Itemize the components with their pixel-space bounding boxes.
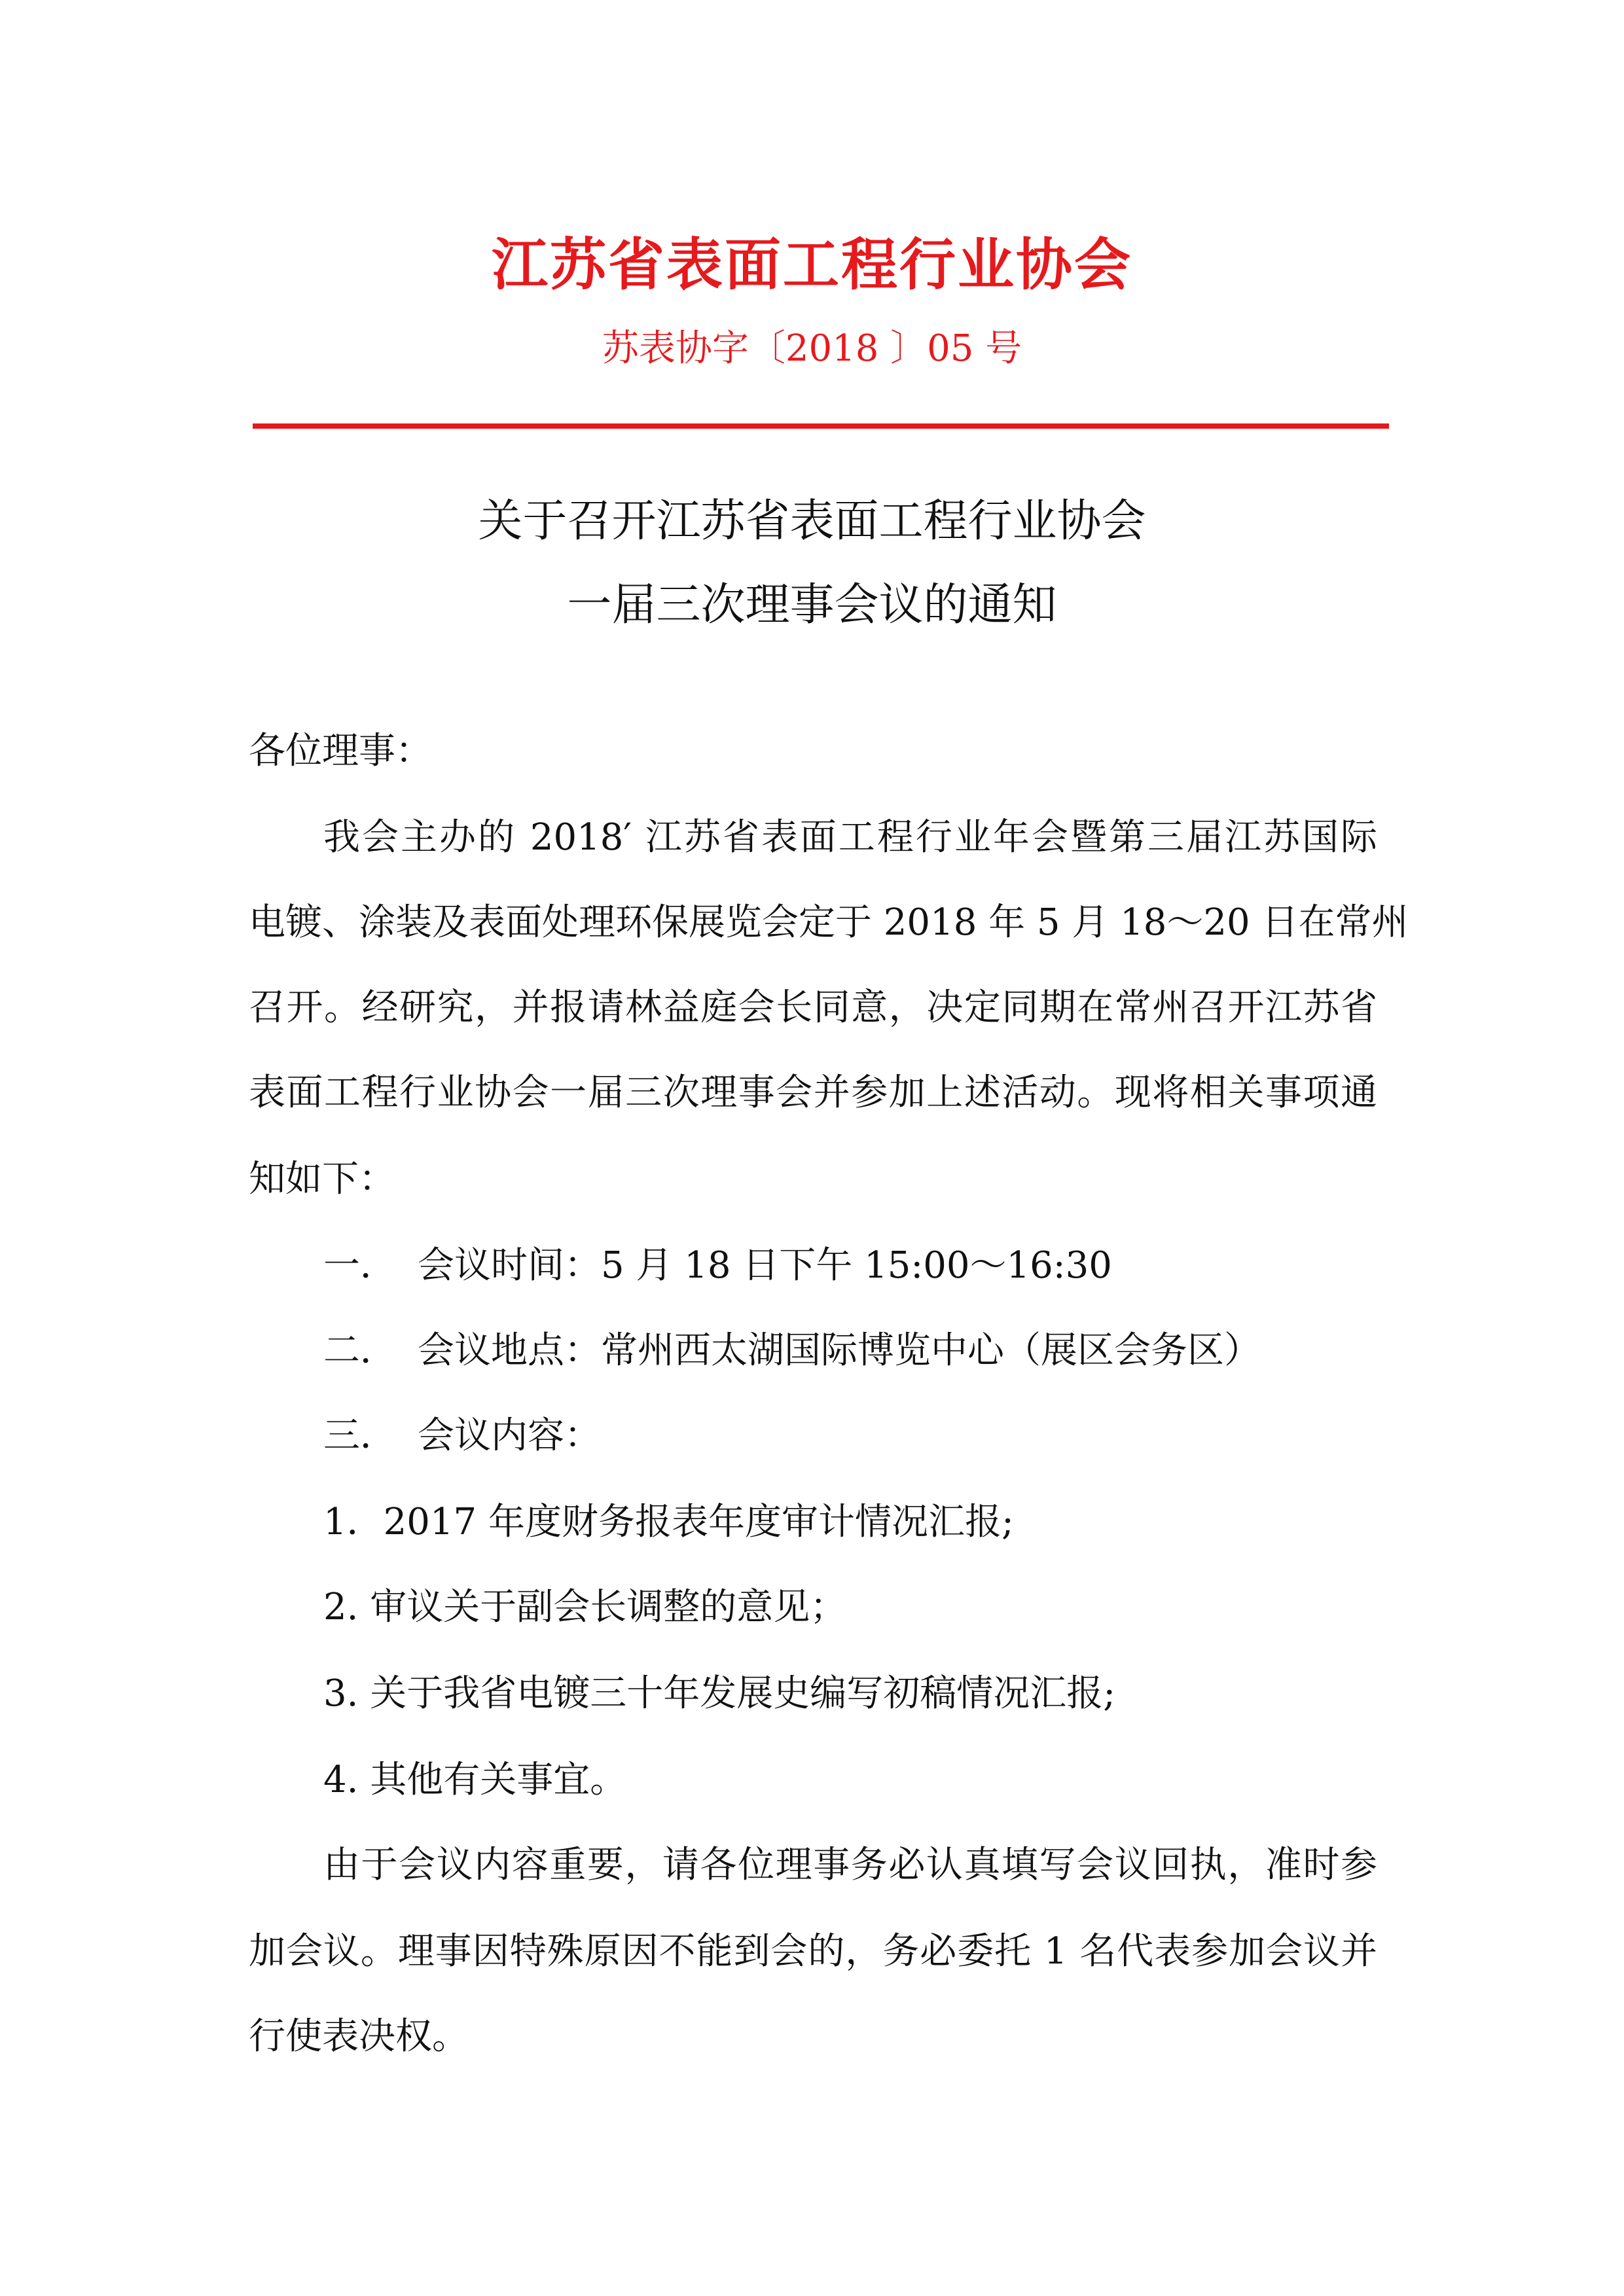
agenda-item: 4. 其他有关事宜。 (323, 1759, 627, 1801)
paragraph1-line: 知如下： (249, 1158, 395, 1200)
meeting-location: 会议地点：常州西太湖国际博览中心（展区会务区） (418, 1329, 1261, 1372)
meeting-time: 会议时间：5 月 18 日下午 15:00～16:30 (418, 1244, 1112, 1287)
section-number: 一． (323, 1244, 397, 1287)
section-number: 二． (323, 1329, 397, 1372)
paragraph2-line: 行使表决权。 (249, 2015, 469, 2058)
agenda-item: 3. 关于我省电镀三十年发展史编写初稿情况汇报; (323, 1672, 1116, 1715)
notice-title-line2: 一届三次理事会议的通知 (567, 579, 1057, 631)
organization-name: 江苏省表面工程行业协会 (492, 232, 1132, 298)
notice-title-line1: 关于召开江苏省表面工程行业协会 (478, 495, 1146, 547)
paragraph2-line: 加会议。理事因特殊原因不能到会的，务必委托 1 名代表参加会议并 (249, 1930, 1377, 1973)
agenda-item: 2. 审议关于副会长调整的意见； (323, 1586, 847, 1628)
paragraph1-line: 电镀、涂装及表面处理环保展览会定于 2018 年 5 月 18～20 日在常州 (249, 901, 1409, 944)
meeting-content-heading: 会议内容： (418, 1414, 601, 1457)
salutation: 各位理事： (249, 730, 432, 772)
paragraph1-line: 表面工程行业协会一届三次理事会并参加上述活动。现将相关事项通 (249, 1071, 1377, 1114)
section-number: 三． (323, 1414, 397, 1457)
paragraph2-line: 由于会议内容重要，请各位理事务必认真填写会议回执，准时参 (323, 1844, 1377, 1886)
document-number: 苏表协字〔2018 〕05 号 (602, 327, 1022, 370)
paragraph1-line: 我会主办的 2018′ 江苏省表面工程行业年会暨第三届江苏国际 (323, 816, 1377, 859)
paragraph1-line: 召开。经研究，并报请林益庭会长同意，决定同期在常州召开江苏省 (249, 986, 1377, 1029)
red-divider (253, 423, 1389, 429)
agenda-item: 1．2017 年度财务报表年度审计情况汇报; (323, 1501, 1014, 1543)
